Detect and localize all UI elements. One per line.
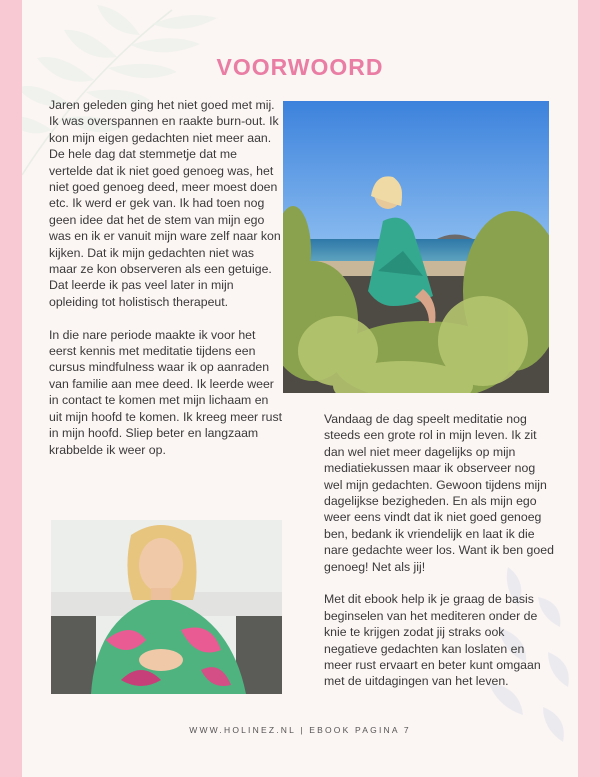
meditation-photo [51,520,282,694]
paragraph: Jaren geleden ging het niet goed met mij. Ik was overspannen en raakte burn-out. Ik kon mijn eigen gedachten niet meer aan. De hele dag dat stemmetje dat me vertelde dat ik niet goed genoeg was, het niet goed genoeg deed, meer moest doen etc. Ik werd er gek van. Ik had toen nog geen idee dat het de stem van mijn ego was en ik er vanuit mijn ware zelf naar kon kijken. Dat ik mijn gedachten niet was maar ze kon observeren als een getuige. Dat leerde ik pas veel later in mijn opleiding tot holistisch therapeut. [49,98,281,309]
paragraph: Met dit ebook help ik je graag de basis beginselen van het mediteren onder de knie te krijgen zodat jij straks ook negatieve gedachten kan loslaten en meer rust ervaart en beter kunt omgaan met de uitdagingen van het leven. [324,592,541,689]
page-title: VOORWOORD [216,54,384,80]
paragraph: Vandaag de dag speelt meditatie nog steeds een grote rol in mijn leven. Ik zit dan wel niet meer dagelijks op mijn mediatiekussen maar ik observeer nog wel mijn gedachten. Gewoon tijdens mijn dagelijkse bezigheden. En als mijn ego weer eens vindt dat ik niet goed genoeg ben, bedank ik vriendelijk en laat ik die nare gedachte weer los. Want ik ben goed genoeg! Net als jij! [324,412,554,574]
beach-photo [283,101,549,393]
paragraph: In die nare periode maakte ik voor het eerst kennis met meditatie tijdens een cursus mindfulness waar ik op aanraden van familie aan mee deed. Ik leerde weer in contact te komen met mijn lichaam en uit mijn hoofd te komen. Ik kreeg meer rust in mijn hoofd. Sliep beter en langzaam krabbelde ik weer op. [49,327,283,457]
page-footer: WWW.HOLINEZ.NL | EBOOK PAGINA 7 [189,725,411,735]
ebook-page [22,0,578,777]
left-text-column [49,97,284,474]
right-text-column [324,411,554,706]
